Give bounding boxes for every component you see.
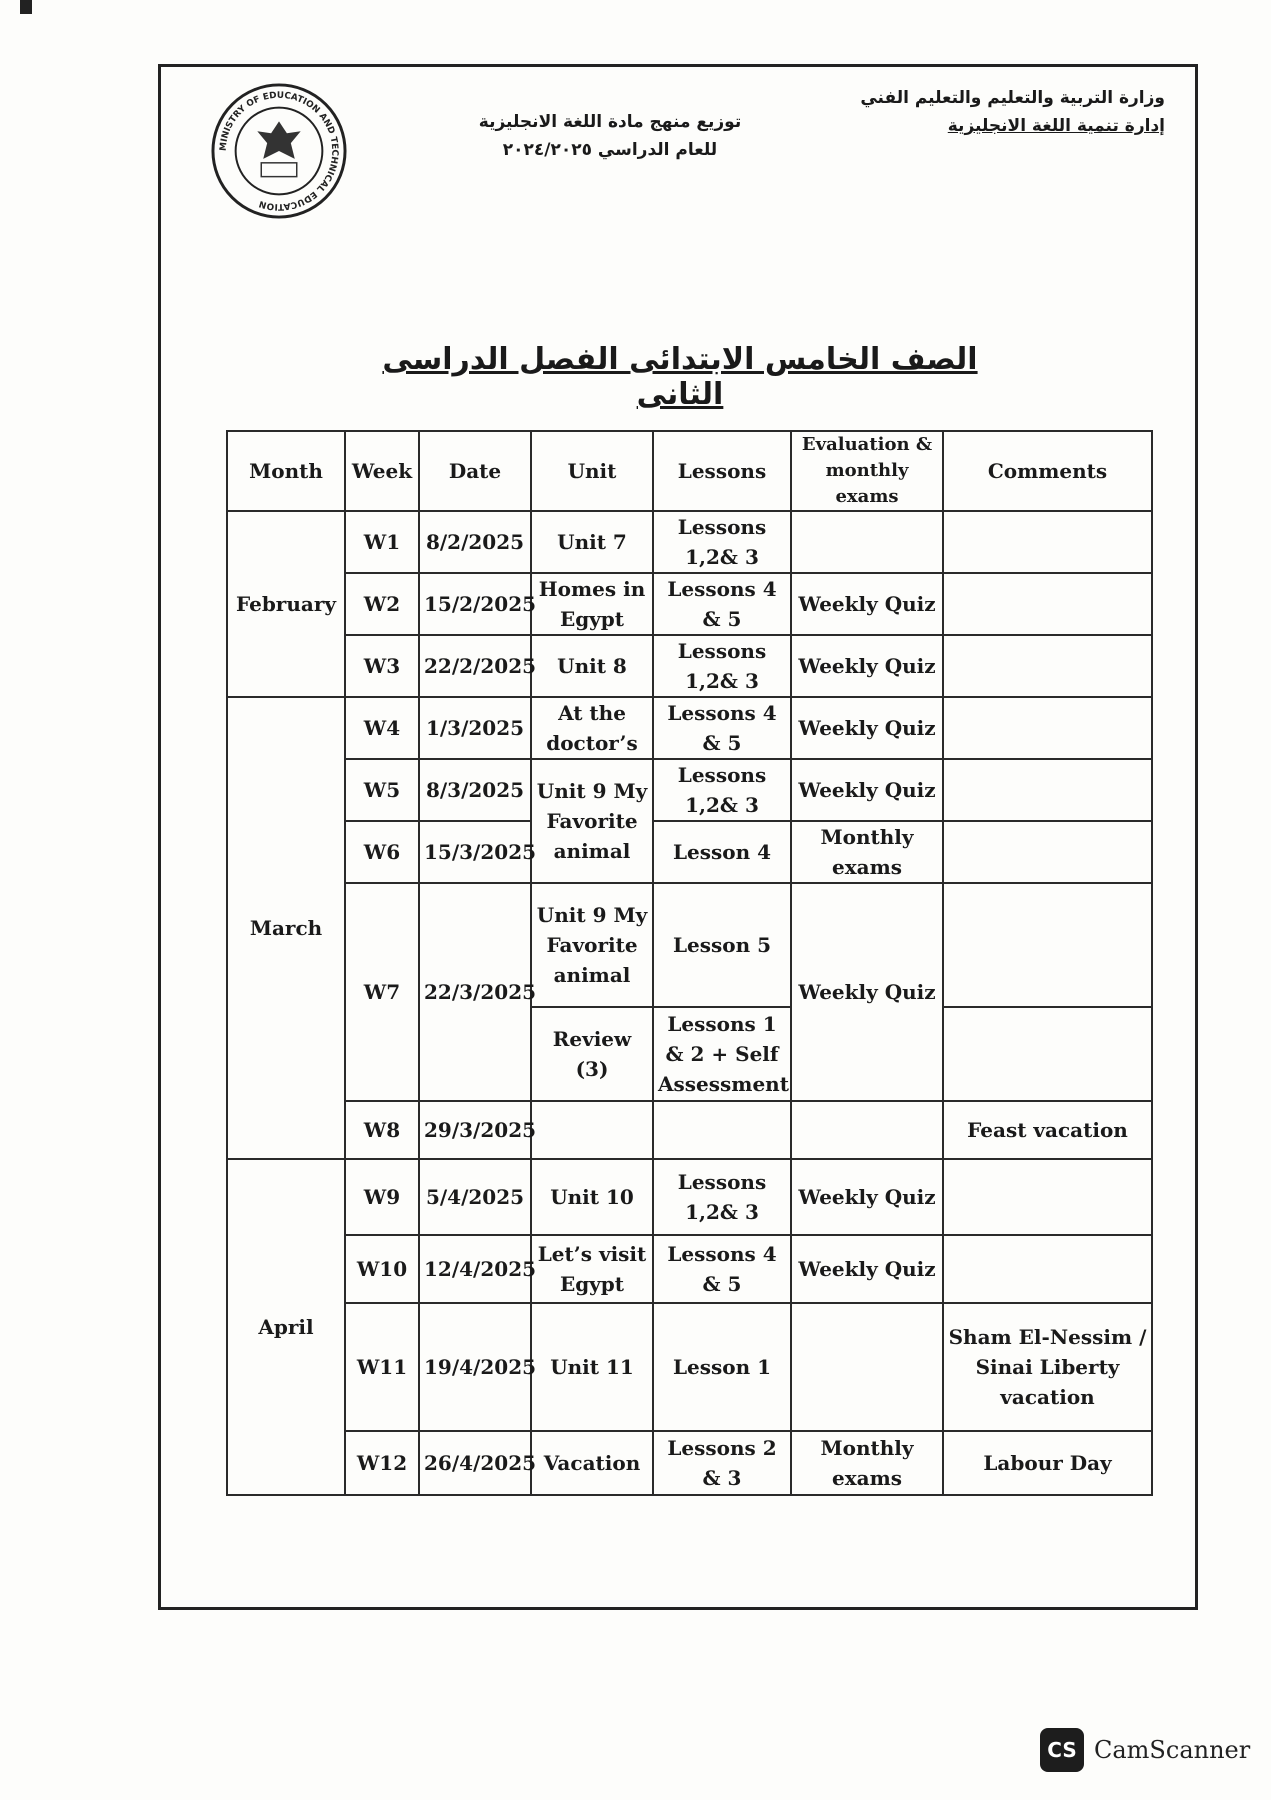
col-week: Week [345,431,419,511]
col-comments: Comments [943,431,1152,511]
date-cell: 1/3/2025 [419,697,531,759]
evaluation-cell: Weekly Quiz [791,697,943,759]
date-cell: 15/2/2025 [419,573,531,635]
comments-cell [943,883,1152,1007]
camscanner-watermark [1040,1728,1250,1772]
week-cell: W2 [345,573,419,635]
document-title: توزيع منهج مادة اللغة الانجليزية [478,112,742,132]
comments-cell [943,635,1152,697]
lessons-cell: Lessons 1,2& 3 [653,1159,791,1235]
table-row [227,1303,1152,1431]
curriculum-schedule-table [226,430,1153,1496]
document-heading [470,108,750,164]
table-row [227,883,1152,1007]
col-lessons: Lessons [653,431,791,511]
table-row [227,1235,1152,1303]
date-cell: 22/2/2025 [419,635,531,697]
week-cell: W5 [345,759,419,821]
unit-cell: Review (3) [531,1007,653,1101]
unit-cell: Unit 7 [531,511,653,573]
date-cell: 8/2/2025 [419,511,531,573]
month-cell: February [227,511,345,697]
unit-cell: Vacation [531,1431,653,1495]
comments-cell [943,1159,1152,1235]
week-cell: W12 [345,1431,419,1495]
unit-cell: Unit 10 [531,1159,653,1235]
date-cell: 29/3/2025 [419,1101,531,1159]
unit-cell [531,1101,653,1159]
date-cell: 8/3/2025 [419,759,531,821]
ministry-name: وزارة التربية والتعليم والتعليم الفني [860,88,1165,108]
date-cell: 22/3/2025 [419,883,531,1101]
comments-cell [943,821,1152,883]
evaluation-cell [791,1101,943,1159]
grade-semester-title: الصف الخامس الابتدائى الفصل الدراسى الثانى [382,342,978,412]
evaluation-cell: Weekly Quiz [791,759,943,821]
lessons-cell: Lessons 1 & 2 + Self Assessment [653,1007,791,1101]
lessons-cell: Lessons 4 & 5 [653,573,791,635]
col-evaluation: Evaluation & monthly exams [791,431,943,511]
table-row [227,573,1152,635]
evaluation-cell: Weekly Quiz [791,1235,943,1303]
table-row [227,635,1152,697]
comments-cell: Feast vacation [943,1101,1152,1159]
scan-edge-mark [20,0,32,14]
week-cell: W6 [345,821,419,883]
lessons-cell: Lessons 4 & 5 [653,1235,791,1303]
unit-cell: Unit 9 My Favorite animal [531,883,653,1007]
ministry-seal-logo [210,82,348,220]
unit-cell: Homes in Egypt [531,573,653,635]
evaluation-cell: Monthly exams [791,1431,943,1495]
evaluation-cell [791,1303,943,1431]
week-cell: W11 [345,1303,419,1431]
table-row [227,1431,1152,1495]
evaluation-cell: Weekly Quiz [791,635,943,697]
evaluation-cell: Weekly Quiz [791,1159,943,1235]
unit-cell: Unit 8 [531,635,653,697]
lessons-cell: Lesson 5 [653,883,791,1007]
ministry-header [860,84,1165,140]
table-row [227,759,1152,821]
table-row [227,511,1152,573]
camscanner-brand: CamScanner [1094,1736,1251,1764]
unit-cell: Unit 11 [531,1303,653,1431]
department-name: إدارة تنمية اللغة الانجليزية [947,116,1165,136]
date-cell: 19/4/2025 [419,1303,531,1431]
comments-cell: Labour Day [943,1431,1152,1495]
unit-cell: Let’s visit Egypt [531,1235,653,1303]
table-row [227,821,1152,883]
date-cell: 12/4/2025 [419,1235,531,1303]
comments-cell [943,697,1152,759]
comments-cell [943,1007,1152,1101]
col-unit: Unit [531,431,653,511]
academic-year: للعام الدراسي ٢٠٢٤/٢٠٢٥ [502,140,718,160]
table-header-row [227,431,1152,511]
comments-cell [943,759,1152,821]
unit-cell: At the doctor’s [531,697,653,759]
lessons-cell: Lesson 1 [653,1303,791,1431]
lessons-cell: Lessons 2 & 3 [653,1431,791,1495]
lessons-cell: Lesson 4 [653,821,791,883]
date-cell: 5/4/2025 [419,1159,531,1235]
evaluation-cell: Weekly Quiz [791,573,943,635]
comments-cell [943,511,1152,573]
lessons-cell: Lessons 4 & 5 [653,697,791,759]
week-cell: W7 [345,883,419,1101]
camscanner-logo-icon: CS [1040,1728,1084,1772]
comments-cell: Sham El-Nessim / Sinai Liberty vacation [943,1303,1152,1431]
table-row [227,1101,1152,1159]
week-cell: W8 [345,1101,419,1159]
comments-cell [943,573,1152,635]
evaluation-cell: Weekly Quiz [791,883,943,1101]
col-date: Date [419,431,531,511]
week-cell: W10 [345,1235,419,1303]
svg-text:MINISTRY OF EDUCATION AND TECH: MINISTRY OF EDUCATION AND TECHNICAL EDUCATION [218,90,340,212]
col-month: Month [227,431,345,511]
week-cell: W4 [345,697,419,759]
week-cell: W9 [345,1159,419,1235]
week-cell: W1 [345,511,419,573]
table-row [227,697,1152,759]
evaluation-cell: Monthly exams [791,821,943,883]
date-cell: 26/4/2025 [419,1431,531,1495]
date-cell: 15/3/2025 [419,821,531,883]
lessons-cell [653,1101,791,1159]
evaluation-cell [791,511,943,573]
comments-cell [943,1235,1152,1303]
table-row [227,1159,1152,1235]
week-cell: W3 [345,635,419,697]
unit-cell: Unit 9 My Favorite animal [531,759,653,883]
month-cell: April [227,1159,345,1495]
month-cell: March [227,697,345,1159]
lessons-cell: Lessons 1,2& 3 [653,511,791,573]
lessons-cell: Lessons 1,2& 3 [653,635,791,697]
lessons-cell: Lessons 1,2& 3 [653,759,791,821]
